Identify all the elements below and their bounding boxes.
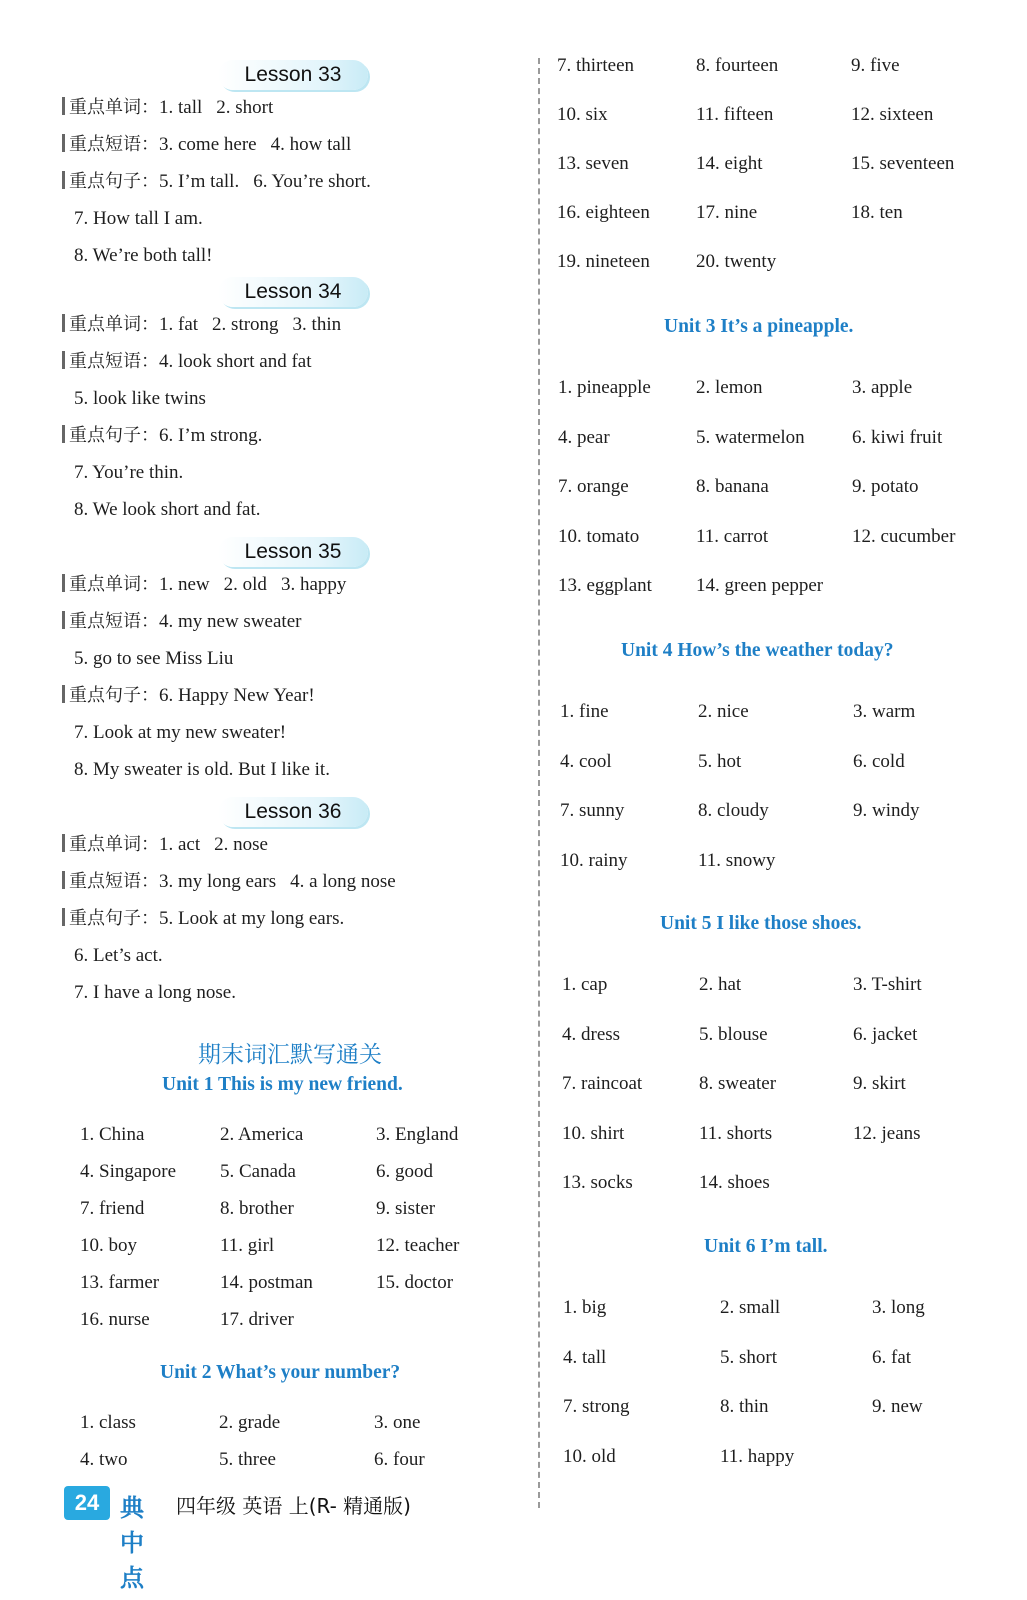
lesson-title: Lesson 36	[218, 797, 368, 827]
unit-title: Unit 2 What’s your number?	[160, 1362, 401, 1383]
section-marker-icon	[62, 171, 65, 189]
word-item: 14. eight	[696, 153, 763, 174]
brand-logo: 典中点	[120, 1494, 144, 1592]
word-item: 1. cap	[562, 974, 608, 995]
word-item: 10. tomato	[558, 525, 640, 547]
line-item: 8. We look short and fat.	[74, 499, 261, 520]
lesson-line	[74, 646, 233, 672]
word-item: 3. one	[374, 1412, 421, 1433]
unit-title: Unit 1 This is my new friend.	[162, 1074, 403, 1095]
word-item: 9. potato	[852, 476, 919, 497]
word-item: 6. good	[376, 1161, 433, 1182]
section-marker-icon	[62, 314, 65, 332]
word-item: 2. grade	[219, 1412, 281, 1433]
lesson-line	[62, 169, 371, 195]
word-item: 12. cucumber	[852, 525, 956, 547]
word-item: 7. raincoat	[562, 1073, 643, 1094]
word-item: 2. small	[720, 1297, 781, 1318]
line-item: 5. go to see Miss Liu	[74, 648, 234, 669]
line-item: 2. nose	[214, 834, 268, 855]
word-item: 4. Singapore	[80, 1161, 177, 1182]
word-item: 2. hat	[699, 974, 742, 995]
word-item: 3. long	[872, 1297, 925, 1318]
section-marker-icon	[62, 97, 65, 115]
word-item: 10. shirt	[562, 1122, 625, 1144]
section-marker-icon	[62, 351, 65, 369]
word-item: 7. thirteen	[557, 55, 635, 76]
word-item: 10. boy	[80, 1235, 137, 1256]
book-title: 四年级 英语 上(R- 精通版)	[176, 1494, 411, 1518]
word-item: 7. friend	[80, 1198, 145, 1219]
lesson-line	[74, 980, 236, 1006]
word-item: 2. nice	[698, 701, 749, 722]
word-item: 11. girl	[220, 1235, 275, 1256]
line-item: 5. I’m tall.	[159, 171, 240, 192]
line-label: 重点单词：	[69, 97, 159, 118]
word-item: 10. six	[557, 104, 608, 125]
line-item: 1. new	[159, 574, 210, 595]
line-item: 7. How tall I am.	[74, 208, 203, 229]
section-marker-icon	[62, 834, 65, 852]
word-item: 8. banana	[696, 476, 769, 497]
section-marker-icon	[62, 871, 65, 889]
word-item: 17. nine	[696, 202, 758, 223]
line-item: 5. look like twins	[74, 388, 206, 409]
word-item: 7. sunny	[560, 800, 625, 821]
line-label: 重点短语：	[69, 351, 159, 372]
word-item: 6. fat	[872, 1346, 912, 1368]
section-marker-icon	[62, 685, 65, 703]
unit-title: Unit 3 It’s a pineapple.	[664, 316, 854, 337]
unit-title: Unit 6 I’m tall.	[704, 1236, 828, 1257]
word-item: 1. fine	[560, 701, 609, 722]
word-item: 10. rainy	[560, 849, 628, 871]
line-item: 4. my new sweater	[159, 611, 302, 632]
section-marker-icon	[62, 574, 65, 592]
lesson-line	[62, 95, 273, 121]
line-item: 8. We’re both tall!	[74, 245, 213, 266]
word-item: 4. cool	[560, 750, 612, 772]
word-item: 5. blouse	[699, 1023, 768, 1045]
word-item: 6. four	[374, 1449, 425, 1470]
lesson-line	[74, 243, 212, 269]
line-item: 3. my long ears	[159, 871, 277, 892]
lesson-line	[74, 460, 183, 486]
lesson-line	[62, 832, 268, 858]
line-item: 1. tall	[159, 97, 203, 118]
word-item: 16. eighteen	[557, 202, 650, 223]
word-item: 1. class	[80, 1412, 136, 1433]
line-label: 重点句子：	[69, 685, 159, 706]
word-item: 9. sister	[376, 1198, 436, 1219]
lesson-line	[62, 572, 346, 598]
lesson-line	[62, 349, 312, 375]
line-label: 重点短语：	[69, 134, 159, 155]
line-label: 重点句子：	[69, 908, 159, 929]
unit-title: Unit 5 I like those shoes.	[660, 913, 862, 934]
lesson-line	[74, 757, 330, 783]
line-item: 3. thin	[292, 314, 342, 335]
lesson-title: Lesson 34	[218, 277, 368, 307]
line-item: 2. short	[216, 97, 274, 118]
word-item: 2. America	[220, 1124, 304, 1145]
word-item: 12. jeans	[853, 1122, 921, 1144]
word-item: 9. windy	[853, 800, 920, 821]
word-item: 1. China	[80, 1124, 145, 1145]
lesson-line	[74, 206, 203, 232]
word-item: 18. ten	[851, 202, 903, 223]
word-item: 5. watermelon	[696, 426, 805, 448]
page-number: 24	[64, 1486, 110, 1520]
word-item: 6. cold	[853, 750, 905, 772]
word-item: 3. apple	[852, 377, 913, 398]
line-label: 重点单词：	[69, 834, 159, 855]
word-item: 11. happy	[720, 1445, 795, 1467]
word-item: 20. twenty	[696, 251, 777, 272]
lesson-line	[74, 720, 286, 746]
line-item: 4. a long nose	[290, 871, 396, 892]
line-item: 2. strong	[212, 314, 279, 335]
word-item: 4. two	[80, 1449, 128, 1470]
word-item: 5. Canada	[220, 1161, 296, 1182]
word-item: 3. T-shirt	[853, 974, 922, 995]
word-item: 19. nineteen	[557, 251, 650, 272]
section-title: 期末词汇默写通关	[198, 1042, 382, 1068]
line-label: 重点短语：	[69, 611, 159, 632]
word-item: 15. seventeen	[851, 153, 955, 174]
section-marker-icon	[62, 134, 65, 152]
lesson-line	[62, 869, 396, 895]
word-item: 1. big	[563, 1297, 607, 1318]
line-item: 5. Look at my long ears.	[159, 908, 345, 929]
line-item: 4. look short and fat	[159, 351, 312, 372]
line-label: 重点短语：	[69, 871, 159, 892]
line-label: 重点句子：	[69, 171, 159, 192]
lesson-line	[74, 386, 206, 412]
word-item: 13. eggplant	[558, 575, 652, 596]
word-item: 4. dress	[562, 1023, 621, 1045]
word-item: 8. thin	[720, 1396, 769, 1417]
lesson-line	[74, 943, 163, 969]
line-label: 重点句子：	[69, 425, 159, 446]
word-item: 14. green pepper	[696, 575, 824, 596]
line-item: 3. come here	[159, 134, 257, 155]
word-item: 14. shoes	[699, 1172, 770, 1193]
lesson-line	[74, 497, 261, 523]
lesson-line	[62, 683, 315, 709]
word-item: 15. doctor	[376, 1272, 454, 1293]
line-item: 6. Let’s act.	[74, 945, 163, 966]
word-item: 6. kiwi fruit	[852, 426, 943, 448]
lesson-line	[62, 132, 351, 158]
line-item: 7. Look at my new sweater!	[74, 722, 287, 743]
lesson-title: Lesson 35	[218, 537, 368, 567]
word-item: 11. snowy	[698, 849, 776, 871]
word-item: 5. hot	[698, 750, 742, 772]
line-item: 2. old	[223, 574, 267, 595]
line-item: 6. You’re short.	[253, 171, 371, 192]
word-item: 8. brother	[220, 1198, 294, 1219]
word-item: 11. shorts	[699, 1122, 773, 1144]
word-item: 13. seven	[557, 153, 629, 174]
lesson-title: Lesson 33	[218, 60, 368, 90]
word-item: 6. jacket	[853, 1023, 918, 1045]
word-item: 7. orange	[558, 476, 629, 497]
word-item: 13. farmer	[80, 1272, 160, 1293]
word-item: 11. carrot	[696, 525, 769, 547]
word-item: 4. tall	[563, 1346, 607, 1368]
word-item: 10. old	[563, 1445, 616, 1467]
word-item: 14. postman	[220, 1272, 313, 1293]
word-item: 12. sixteen	[851, 104, 934, 125]
word-item: 7. strong	[563, 1396, 630, 1417]
word-item: 16. nurse	[80, 1309, 150, 1330]
word-item: 17. driver	[220, 1309, 294, 1330]
word-item: 13. socks	[562, 1172, 633, 1193]
word-item: 5. three	[219, 1449, 276, 1470]
section-marker-icon	[62, 425, 65, 443]
line-item: 4. how tall	[270, 134, 352, 155]
word-item: 3. warm	[853, 701, 916, 722]
word-item: 2. lemon	[696, 377, 763, 398]
section-marker-icon	[62, 908, 65, 926]
lesson-line	[62, 609, 301, 635]
right-column	[540, 0, 1027, 1600]
line-label: 重点单词：	[69, 574, 159, 595]
line-item: 6. Happy New Year!	[159, 685, 315, 706]
word-item: 5. short	[720, 1346, 777, 1368]
word-item: 8. cloudy	[698, 800, 769, 821]
lesson-line	[62, 906, 344, 932]
word-item: 9. skirt	[853, 1073, 906, 1094]
word-item: 12. teacher	[376, 1235, 460, 1256]
word-item: 1. pineapple	[558, 377, 651, 398]
word-item: 11. fifteen	[696, 104, 774, 125]
line-item: 8. My sweater is old. But I like it.	[74, 759, 330, 780]
word-item: 3. England	[376, 1124, 459, 1145]
section-marker-icon	[62, 611, 65, 629]
word-item: 8. sweater	[699, 1073, 777, 1094]
line-item: 3. happy	[280, 574, 347, 595]
word-item: 4. pear	[558, 426, 610, 448]
word-item: 9. new	[872, 1396, 923, 1417]
word-item: 9. five	[851, 55, 900, 76]
word-item: 8. fourteen	[696, 55, 779, 76]
line-item: 1. fat	[159, 314, 199, 335]
line-item: 1. act	[159, 834, 201, 855]
line-item: 6. I’m strong.	[159, 425, 263, 446]
line-item: 7. I have a long nose.	[74, 982, 236, 1003]
unit-title: Unit 4 How’s the weather today?	[621, 640, 894, 661]
lesson-line	[62, 312, 341, 338]
line-label: 重点单词：	[69, 314, 159, 335]
line-item: 7. You’re thin.	[74, 462, 184, 483]
lesson-line	[62, 423, 262, 449]
